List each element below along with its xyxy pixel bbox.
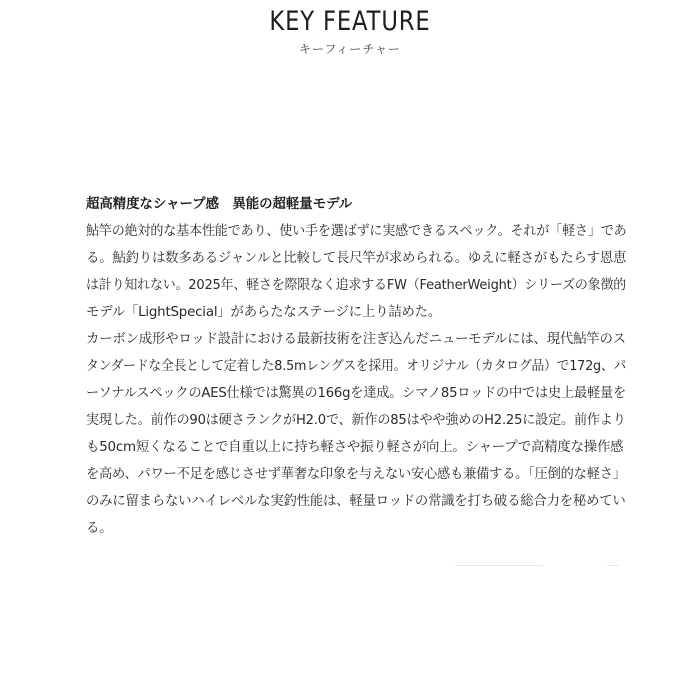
- feature-paragraph-2: [86, 326, 626, 542]
- feature-heading: 超高精度なシャープ感 異能の超軽量モデル: [86, 197, 353, 212]
- paragraph-line: タンダードな全長として定着した8.5mレングスを採用。オリジナル（カタログ品）で172g、パ: [86, 359, 627, 374]
- page-header: [0, 4, 700, 57]
- paragraph-line: ーソナルスペックのAES仕様では驚異の166gを達成。シマノ85ロッドの中では史上最軽量を: [86, 386, 627, 401]
- feature-paragraph-1: [86, 218, 626, 326]
- paragraph-line: カーボン成形やロッド設計における最新技術を注ぎ込んだニューモデルには、現代鮎竿のス: [86, 332, 626, 347]
- paragraph-line: 鮎竿の絶対的な基本性能であり、使い手を選ばずに実感できるスペック。それが「軽さ」であ: [86, 224, 627, 239]
- paragraph-line: を高め、パワー不足を感じさせず華奢な印象を与えない安心感も兼備する。「圧倒的な軽さ」: [86, 467, 626, 482]
- page-subtitle: キーフィーチャー: [298, 42, 402, 56]
- paragraph-line: も50cm短くなることで自重以上に持ち軽さや振り軽さが向上。シャープで高精度な操作感: [86, 440, 624, 455]
- feature-section: [86, 191, 626, 542]
- paragraph-line: る。: [86, 521, 113, 536]
- page-title: KEY FEATURE: [269, 6, 431, 37]
- divider-line: [455, 565, 543, 566]
- faint-divider: [455, 565, 625, 567]
- paragraph-line: る。鮎釣りは数多あるジャンルと比較して長尺竿が求められる。ゆえに軽さがもたらす恩恵: [86, 251, 627, 266]
- divider-line: [607, 565, 619, 566]
- paragraph-line: モデル「LightSpecial」があらたなステージに上り詰めた。: [86, 305, 442, 320]
- paragraph-line: のみに留まらないハイレベルな実釣性能は、軽量ロッドの常識を打ち破る総合力を秘めてい: [86, 494, 626, 509]
- paragraph-line: 実現した。前作の90は硬さランクがH2.0で、新作の85はやや強めのH2.25に設定。前作より: [86, 413, 626, 428]
- paragraph-line: は計り知れない。2025年、軽さを際限なく追求するFW（FeatherWeight）シリーズの象徴的: [86, 278, 627, 293]
